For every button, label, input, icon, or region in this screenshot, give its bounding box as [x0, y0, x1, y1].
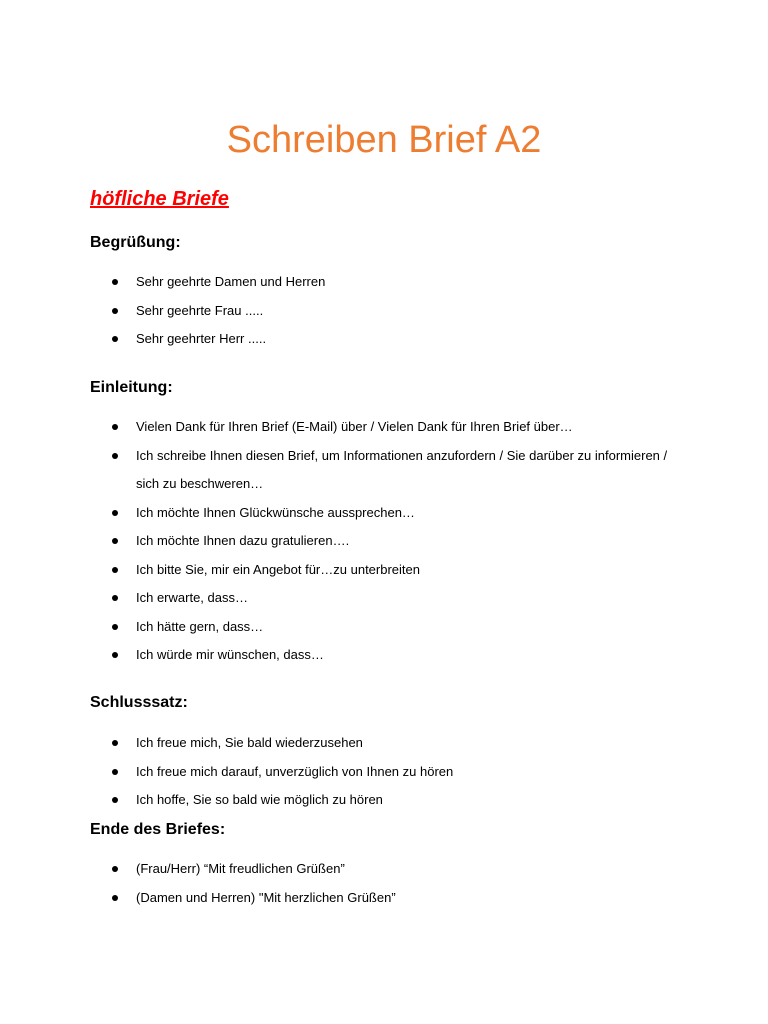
list-item-text: Vielen Dank für Ihren Brief (E-Mail) über / Vielen Dank für Ihren Brief über… — [136, 419, 573, 434]
list-item — [0, 268, 768, 297]
list-item — [0, 584, 768, 613]
list-item-text: Ich erwarte, dass… — [136, 590, 248, 605]
bullet-icon — [112, 510, 118, 516]
list-item — [0, 413, 768, 442]
list-item-text: Ich möchte Ihnen Glückwünsche aussprechen… — [136, 504, 415, 520]
list-item-text: Sehr geehrte Damen und Herren — [136, 274, 326, 289]
list-item-text: Ich freue mich, Sie bald wiederzusehen — [136, 735, 363, 750]
section-heading-schlusssatz: Schlusssatz: — [90, 694, 188, 711]
section-heading-ende: Ende des Briefes: — [90, 821, 226, 838]
bullet-icon — [112, 308, 118, 314]
section-heading-begruessung: Begrüßung: — [90, 234, 181, 251]
document-subtitle: höfliche Briefe — [90, 188, 229, 210]
list-item-text: (Damen und Herren) "Mit herzlichen Grüßen” — [136, 889, 396, 905]
list-item-text: Ich hoffe, Sie so bald wie möglich zu hören — [136, 792, 383, 807]
list-item — [0, 442, 768, 499]
list-item-text: (Frau/Herr) “Mit freudlichen Grüßen” — [136, 861, 345, 876]
section-list-schlusssatz — [0, 729, 768, 815]
list-item — [0, 729, 768, 758]
list-item-text: Ich würde mir wünschen, dass… — [136, 647, 324, 662]
list-item — [0, 641, 768, 670]
bullet-icon — [112, 769, 118, 775]
list-item — [0, 556, 768, 585]
bullet-icon — [112, 424, 118, 430]
bullet-icon — [112, 336, 118, 342]
list-item — [0, 527, 768, 556]
list-item — [0, 499, 768, 528]
document-title: Schreiben Brief A2 — [226, 119, 542, 161]
section-list-ende — [0, 855, 768, 912]
bullet-icon — [112, 453, 118, 459]
bullet-icon — [112, 652, 118, 658]
list-item-text: Sehr geehrter Herr ..... — [136, 331, 267, 346]
bullet-icon — [112, 538, 118, 544]
section-list-einleitung — [0, 413, 768, 670]
list-item-text: Sehr geehrte Frau ..... — [136, 302, 264, 318]
bullet-icon — [112, 866, 118, 872]
section-heading-einleitung: Einleitung: — [90, 379, 173, 396]
list-item — [0, 297, 768, 326]
list-item-text: Ich schreibe Ihnen diesen Brief, um Informationen anzufordern / Sie darüber zu informieren / sich zu beschweren… — [136, 447, 668, 491]
bullet-icon — [112, 895, 118, 901]
bullet-icon — [112, 279, 118, 285]
bullet-icon — [112, 797, 118, 803]
bullet-icon — [112, 624, 118, 630]
list-item — [0, 786, 768, 815]
list-item — [0, 855, 768, 884]
bullet-icon — [112, 740, 118, 746]
bullet-icon — [112, 567, 118, 573]
list-item-text: Ich freue mich darauf, unverzüglich von Ihnen zu hören — [136, 763, 454, 779]
list-item — [0, 884, 768, 913]
list-item — [0, 758, 768, 787]
list-item-text: Ich möchte Ihnen dazu gratulieren…. — [136, 533, 350, 548]
section-list-begruessung — [0, 268, 768, 354]
bullet-icon — [112, 595, 118, 601]
list-item — [0, 325, 768, 354]
list-item — [0, 613, 768, 642]
list-item-text: Ich hätte gern, dass… — [136, 618, 264, 634]
list-item-text: Ich bitte Sie, mir ein Angebot für…zu unterbreiten — [136, 561, 420, 577]
